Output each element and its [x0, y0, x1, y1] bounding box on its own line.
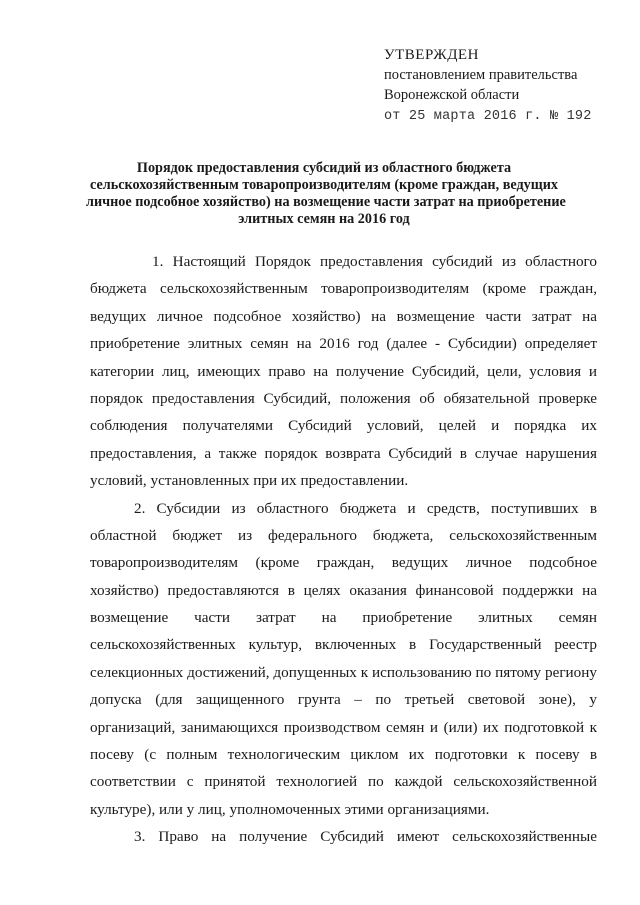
paragraph-2-line: сельскохозяйственных культур, включенных в Государственный реестр	[90, 636, 597, 654]
paragraph-2-line: 2. Субсидии из областного бюджета и средств, поступивших в	[134, 499, 597, 517]
approval-date: от 25 марта 2016 г. № 192	[384, 109, 592, 124]
approval-stamp	[384, 45, 624, 127]
document-title	[86, 160, 566, 228]
paragraph-2-line: хозяйство) предоставляются в целях оказания финансовой поддержки на	[90, 581, 597, 599]
title-line: элитных семян на 2016 год	[238, 211, 410, 227]
title-line: сельскохозяйственным товаропроизводителям (кроме граждан, ведущих	[90, 177, 558, 193]
paragraph-2-line: культуре), или у лиц, уполномоченных этими организациями.	[90, 800, 490, 818]
document-body	[90, 248, 597, 851]
paragraph-1-line: порядок предоставления Субсидий, положения об обязательной проверке	[90, 389, 597, 407]
paragraph-1-line: предоставления, а также порядок возврата Субсидий в случае нарушения	[90, 444, 597, 462]
approval-issuer: постановлением правительства	[384, 67, 578, 83]
paragraph-1-line: соблюдения получателями Субсидий условий, целей и порядка их	[90, 417, 597, 435]
approval-title: УТВЕРЖДЕН	[384, 47, 479, 63]
paragraph-2-line: организаций, занимающихся производством семян и (или) их подготовкой к	[90, 718, 597, 736]
paragraph-1-line: приобретение элитных семян на 2016 год (далее - Субсидии) определяет	[90, 335, 597, 353]
paragraph-1-line: 1. Настоящий Порядок предоставления субсидий из областного	[152, 253, 597, 270]
paragraph-2-line: возмещение части затрат на приобретение элитных семян	[90, 609, 597, 627]
paragraph-2-line: областной бюджет из федерального бюджета, сельскохозяйственным	[90, 526, 597, 544]
paragraph-1-line: ведущих личное подсобное хозяйство) на возмещение части затрат на	[90, 307, 597, 325]
title-line: личное подсобное хозяйство) на возмещение части затрат на приобретение	[86, 194, 566, 210]
paragraph-1-line: категории лиц, имеющих право на получение Субсидий, цели, условия и	[90, 362, 597, 380]
approval-region: Воронежской области	[384, 87, 520, 103]
paragraph-2-line: товаропроизводителям (кроме граждан, ведущих личное подсобное	[90, 554, 597, 572]
paragraph-3-line: 3. Право на получение Субсидий имеют сельскохозяйственные	[134, 828, 597, 846]
paragraph-2-line: допуска (для защищенного грунта – по третьей световой зоне), у	[90, 691, 597, 709]
paragraph-1-line: условий, установленных при их предоставлении.	[90, 472, 409, 490]
paragraph-2-line: селекционных достижений, допущенных к использованию по пятому региону	[90, 663, 597, 681]
title-line: Порядок предоставления субсидий из областного бюджета	[136, 160, 512, 176]
paragraph-2-line: посеву (с полным технологическим циклом их подготовки к посеву в	[90, 746, 597, 764]
paragraph-1-line: бюджета сельскохозяйственным товаропроизводителям (кроме граждан,	[90, 280, 597, 298]
paragraph-2-line: соответствии с принятой технологией по каждой сельскохозяйственной	[90, 773, 597, 791]
